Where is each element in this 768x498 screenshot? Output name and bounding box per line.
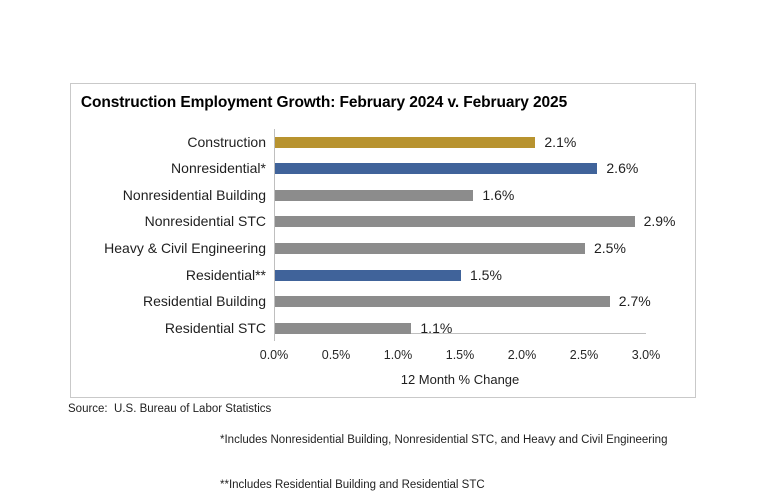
value-label: 2.9% — [643, 213, 676, 230]
bar-row — [71, 208, 695, 235]
x-tick-label: 0.5% — [321, 348, 351, 362]
category-label: Heavy & Civil Engineering — [104, 240, 266, 257]
chart-frame — [70, 83, 696, 398]
bar-row — [71, 262, 695, 289]
bar — [275, 296, 610, 307]
category-label: Construction — [187, 133, 266, 150]
x-tick-label: 1.5% — [445, 348, 475, 362]
bar-row — [71, 155, 695, 182]
x-tick-label: 2.0% — [507, 348, 537, 362]
footnote-nonresidential: *Includes Nonresidential Building, Nonresidential STC, and Heavy and Civil Engineering — [220, 434, 668, 446]
bar-row — [71, 129, 695, 156]
bar — [275, 163, 597, 174]
value-label: 2.1% — [544, 133, 577, 150]
bar — [275, 190, 473, 201]
bar-row — [71, 288, 695, 315]
category-label: Nonresidential STC — [144, 213, 266, 230]
x-tick-label: 2.5% — [569, 348, 599, 362]
x-tick-label: 3.0% — [631, 348, 661, 362]
category-label: Residential Building — [143, 293, 266, 310]
x-axis-title: 12 Month % Change — [400, 372, 520, 387]
value-label: 2.5% — [594, 240, 626, 257]
x-tick-label: 1.0% — [383, 348, 413, 362]
bar — [275, 270, 461, 281]
bar-row — [71, 182, 695, 209]
bar — [275, 323, 411, 334]
footnotes — [220, 403, 667, 498]
source-note: Source: U.S. Bureau of Labor Statistics — [68, 403, 272, 415]
category-label: Nonresidential* — [171, 160, 266, 177]
bar — [275, 243, 585, 254]
bar-row — [71, 315, 695, 342]
value-label: 2.6% — [606, 160, 639, 177]
category-label: Residential** — [185, 266, 266, 283]
footnote-residential: **Includes Residential Building and Residential STC — [220, 479, 485, 491]
bar — [275, 137, 535, 148]
chart-title: Construction Employment Growth: February 2024 v. February 2025 — [80, 94, 568, 111]
plot-area — [71, 84, 695, 397]
category-label: Residential STC — [164, 320, 266, 337]
category-label: Nonresidential Building — [122, 186, 266, 203]
value-label: 1.5% — [470, 266, 502, 283]
bar — [275, 216, 635, 227]
value-label: 1.1% — [420, 320, 453, 337]
value-label: 1.6% — [482, 186, 515, 203]
bar-row — [71, 235, 695, 262]
value-label: 2.7% — [618, 293, 651, 310]
x-tick-label: 0.0% — [259, 348, 289, 362]
